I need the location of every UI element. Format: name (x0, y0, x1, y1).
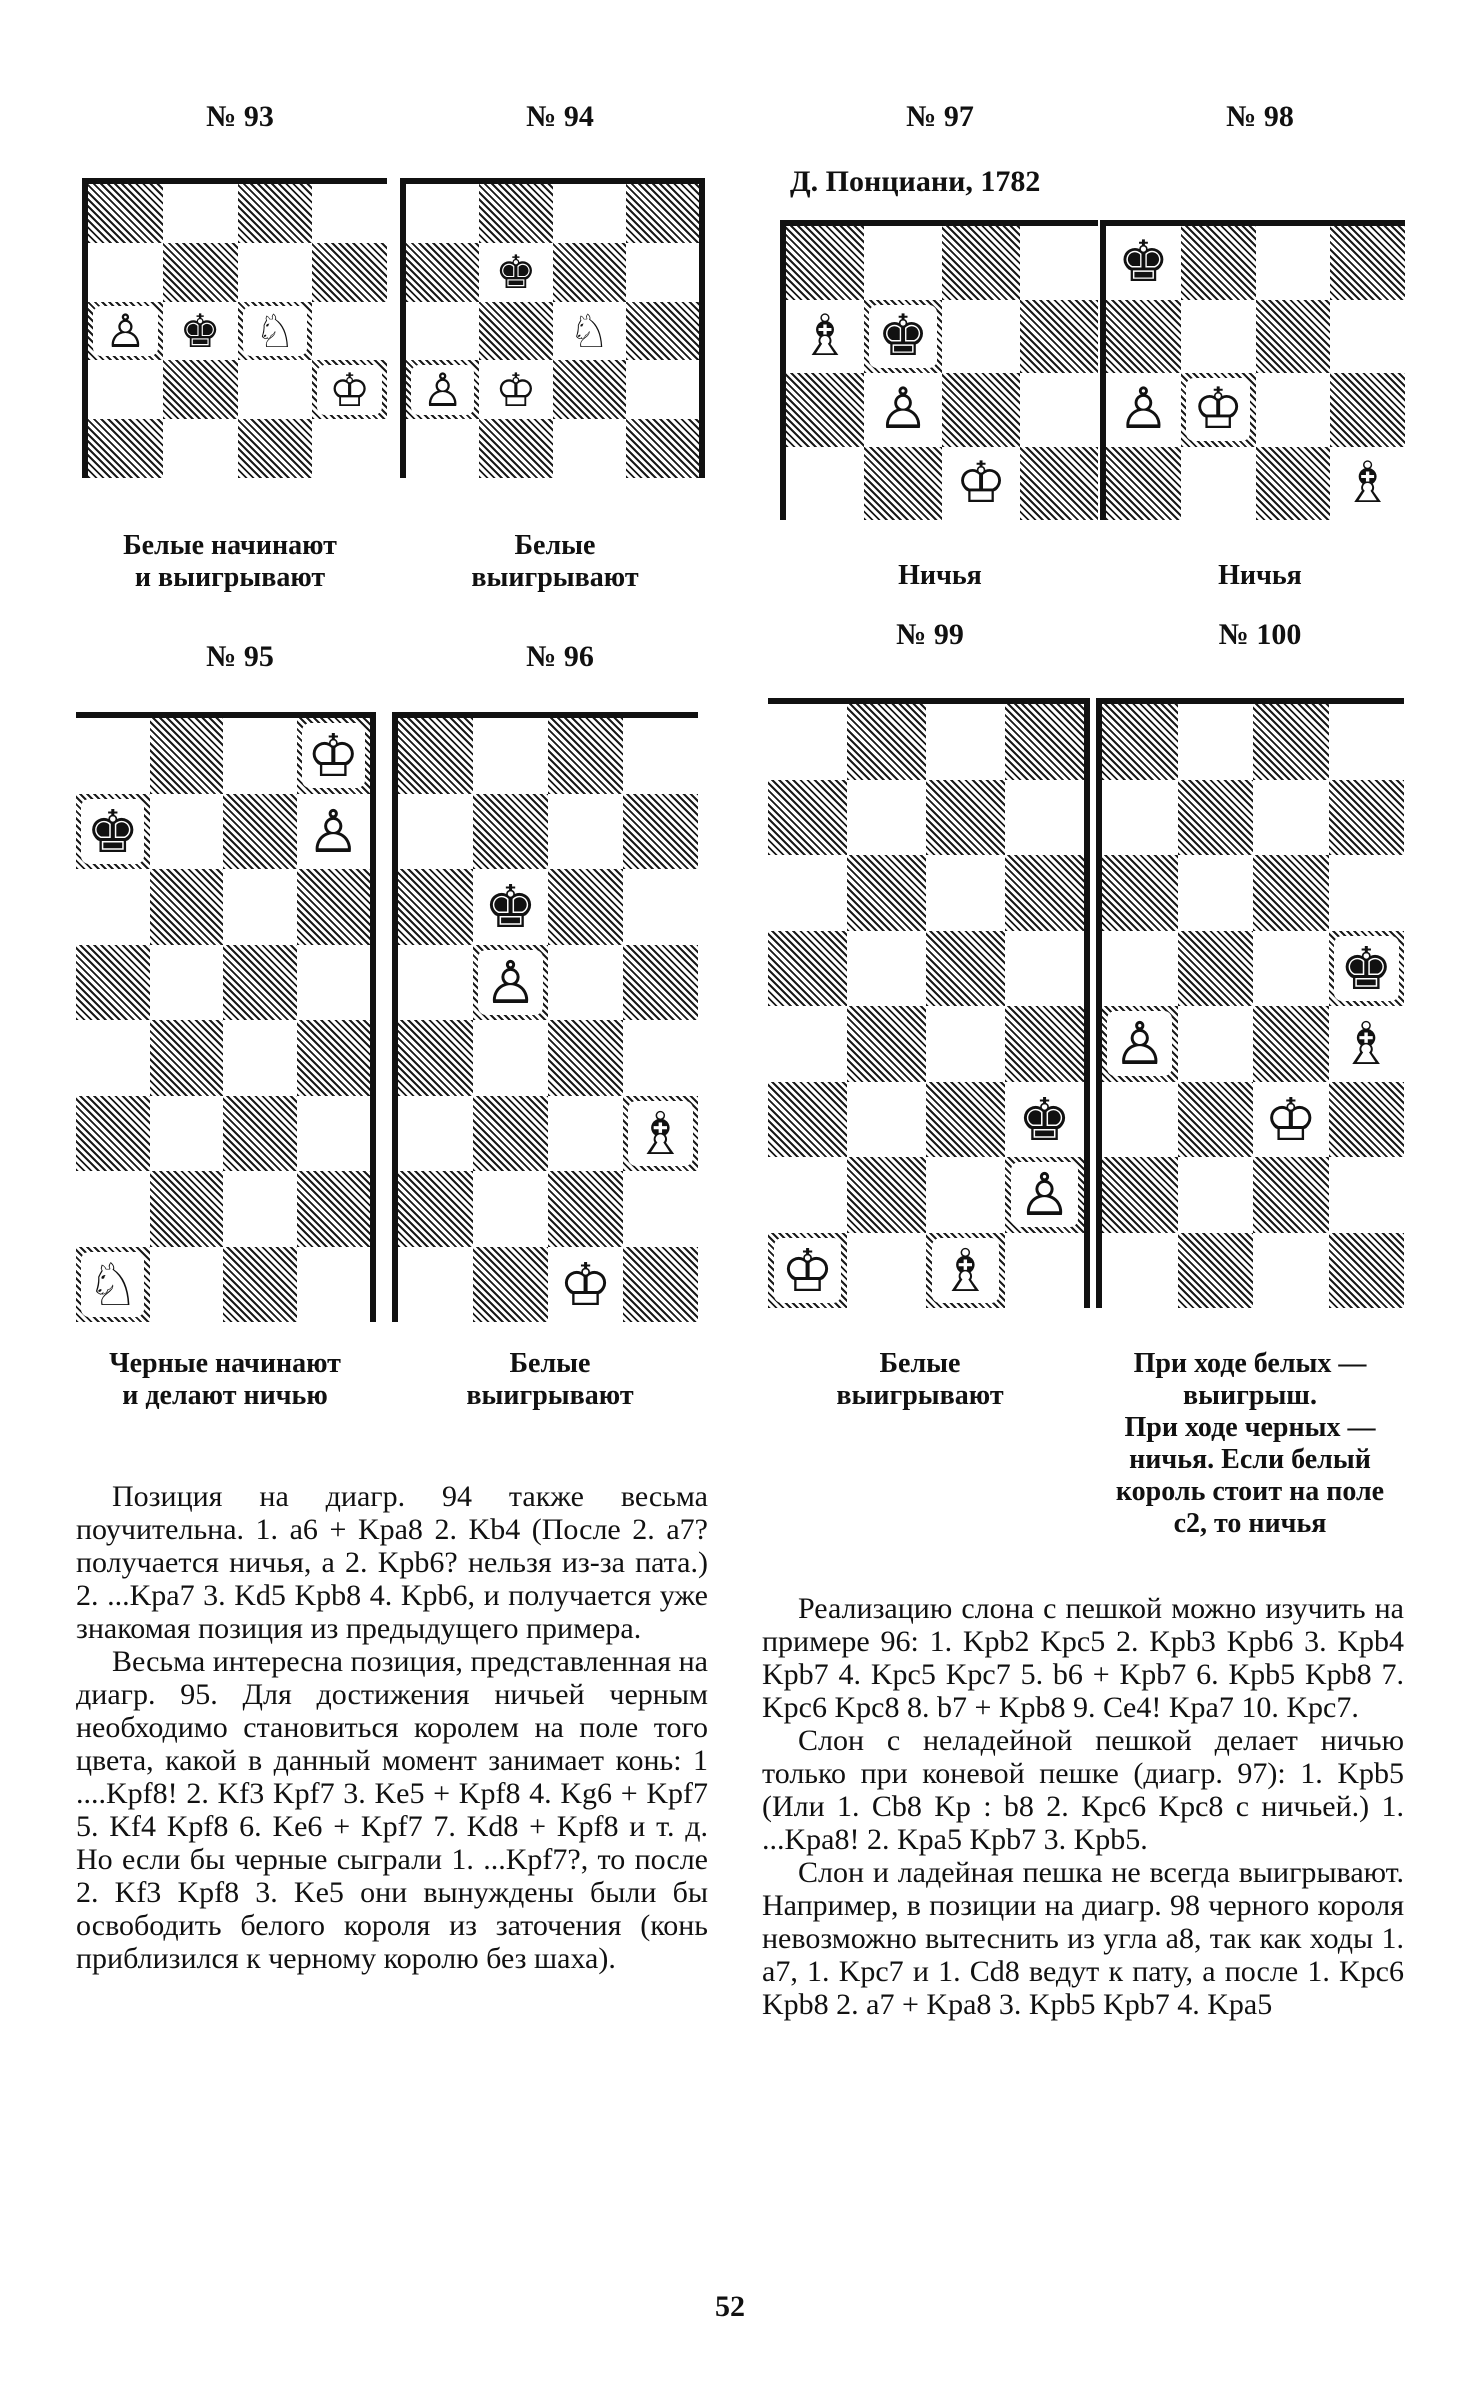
board-square (1330, 226, 1405, 300)
chessboard-94 (400, 178, 705, 478)
diagram-number-95: № 95 (206, 640, 274, 673)
board-square (223, 718, 297, 794)
board-square (1181, 373, 1256, 447)
caption-97: Ничья (898, 560, 982, 591)
black-king-icon: ♚ (1011, 1087, 1079, 1152)
board-square (297, 1247, 371, 1323)
board-square (150, 869, 224, 945)
board-square (223, 1096, 297, 1172)
board-square (864, 373, 942, 447)
board-square (864, 447, 942, 521)
board-square (76, 1020, 150, 1096)
black-king-icon: ♚ (81, 799, 144, 864)
board-square (1178, 704, 1254, 780)
diagram-number-93: № 93 (206, 100, 274, 133)
right-text-column (762, 1592, 1404, 2021)
board-square (768, 1233, 847, 1309)
white-knight-icon: ♘ (81, 1252, 144, 1317)
board-square (398, 945, 473, 1021)
board-square (1102, 704, 1178, 780)
black-king-icon: ♚ (484, 247, 547, 298)
board-square (406, 302, 479, 361)
board-square (398, 869, 473, 945)
board-square (623, 1247, 698, 1323)
board-square (1005, 1233, 1084, 1309)
board-square (297, 1171, 371, 1247)
board-square (623, 1020, 698, 1096)
board-square (150, 945, 224, 1021)
board-square (847, 855, 926, 931)
caption-96-line-1: Белые (509, 1348, 591, 1379)
board-square (223, 869, 297, 945)
board-square (238, 302, 313, 361)
caption-93-line-2: и выигрывают (134, 562, 326, 593)
white-king-icon: ♔ (484, 365, 547, 416)
caption-100-line-6: c2, то ничья (1173, 1508, 1327, 1539)
board-square (926, 1233, 1005, 1309)
black-king-icon: ♚ (1334, 936, 1399, 1001)
right-paragraph-2: Слон с неладейной пешкой делает ничью только при коневой пешке (диагр. 97): 1. Kpb5 (Или 1. Cb8 Kp : b8 2. Kpc6 Kpc8 с ничьей.) 1. ...Kpa8! 2. Kpa5 Kpb7 3. Kpb5. (762, 1724, 1404, 1856)
board-square (847, 780, 926, 856)
board-square (1181, 226, 1256, 300)
board-square (553, 243, 626, 302)
board-square (406, 184, 479, 243)
white-bishop-icon: ♗ (791, 305, 858, 368)
board-square (406, 360, 479, 419)
board-square (297, 1020, 371, 1096)
caption-99-line-2: выигрывают (836, 1380, 1004, 1411)
board-square (238, 184, 313, 243)
chessboard-98 (1100, 220, 1405, 520)
board-square (1329, 855, 1405, 931)
white-king-icon: ♔ (302, 723, 365, 788)
page-number: 52 (715, 2290, 745, 2323)
white-pawn-icon: ♙ (411, 365, 474, 416)
board-square (150, 718, 224, 794)
board-square (398, 1020, 473, 1096)
black-king-icon: ♚ (869, 305, 936, 368)
board-square (238, 419, 313, 478)
board-square (297, 1096, 371, 1172)
board-square (926, 780, 1005, 856)
board-square (847, 704, 926, 780)
board-square (1329, 704, 1405, 780)
diagram-number-94: № 94 (526, 100, 594, 133)
board-square (312, 360, 387, 419)
board-square (163, 184, 238, 243)
white-knight-icon: ♘ (243, 306, 307, 357)
board-square (1005, 931, 1084, 1007)
board-square (1253, 855, 1329, 931)
board-square (548, 869, 623, 945)
board-square (1005, 780, 1084, 856)
board-square (926, 1006, 1005, 1082)
board-square (76, 1171, 150, 1247)
board-square (786, 373, 864, 447)
right-paragraph-1: Реализацию слона с пешкой можно изучить на примере 96: 1. Kpb2 Kpc5 2. Kpb3 Kpb6 3. Kpb4 Kpb7 4. Kpc5 Kpc7 5. b6 + Kpb7 6. Kpb5 Kpb8 7. Kpc6 Kpc8 8. b7 + Kpb8 9. Ce4! Kpa7 10. Kpc7. (762, 1592, 1404, 1724)
board-square (223, 794, 297, 870)
chessboard-97 (780, 220, 1098, 520)
white-king-icon: ♔ (553, 1252, 618, 1317)
chessboard-99 (768, 698, 1090, 1308)
white-king-icon: ♔ (947, 452, 1014, 515)
board-square (223, 1171, 297, 1247)
board-square (1102, 1233, 1178, 1309)
board-square (312, 184, 387, 243)
board-square (548, 1247, 623, 1323)
board-square (76, 1247, 150, 1323)
board-square (553, 360, 626, 419)
board-square (1330, 447, 1405, 521)
board-square (76, 718, 150, 794)
board-square (1005, 1082, 1084, 1158)
board-square (163, 419, 238, 478)
caption-100-line-3: При ходе черных — (1124, 1412, 1376, 1443)
caption-94 (420, 530, 690, 594)
board-square (623, 1096, 698, 1172)
board-square (1253, 704, 1329, 780)
board-square (1178, 1233, 1254, 1309)
caption-100-line-2: выигрыш. (1183, 1380, 1317, 1411)
board-square (626, 302, 699, 361)
white-pawn-icon: ♙ (869, 378, 936, 441)
board-square (1106, 373, 1181, 447)
caption-99-line-1: Белые (879, 1348, 961, 1379)
board-square (623, 718, 698, 794)
board-square (1253, 1082, 1329, 1158)
white-pawn-icon: ♙ (1011, 1162, 1079, 1227)
board-square (623, 1171, 698, 1247)
board-square (150, 1247, 224, 1323)
board-square (847, 1006, 926, 1082)
diagram-number-97: № 97 (906, 100, 974, 133)
board-square (223, 1247, 297, 1323)
board-square (553, 419, 626, 478)
board-square (926, 704, 1005, 780)
board-square (768, 704, 847, 780)
board-square (1181, 300, 1256, 374)
white-king-icon: ♔ (1186, 378, 1250, 441)
white-king-icon: ♔ (1258, 1087, 1323, 1152)
chessboard-93 (82, 178, 387, 478)
board-square (1020, 226, 1098, 300)
board-square (626, 184, 699, 243)
board-square (398, 1096, 473, 1172)
board-square (847, 931, 926, 1007)
board-square (768, 780, 847, 856)
board-square (1329, 931, 1405, 1007)
white-bishop-icon: ♗ (1334, 1011, 1399, 1076)
chessboard-95 (76, 712, 376, 1322)
board-square (398, 1247, 473, 1323)
black-king-icon: ♚ (478, 874, 543, 939)
board-square (223, 945, 297, 1021)
board-square (1330, 300, 1405, 374)
board-square (623, 869, 698, 945)
board-square (1102, 1082, 1178, 1158)
board-square (768, 931, 847, 1007)
black-king-icon: ♚ (1111, 231, 1175, 294)
board-square (163, 302, 238, 361)
board-square (150, 1096, 224, 1172)
board-square (548, 1171, 623, 1247)
board-square (1253, 1006, 1329, 1082)
board-square (1256, 300, 1331, 374)
diagram-number-100: № 100 (1218, 618, 1302, 651)
board-square (1329, 780, 1405, 856)
board-square (398, 718, 473, 794)
white-pawn-icon: ♙ (302, 799, 365, 864)
board-square (473, 718, 548, 794)
board-square (473, 945, 548, 1021)
board-square (406, 419, 479, 478)
board-square (553, 302, 626, 361)
board-square (1329, 1157, 1405, 1233)
board-square (1020, 447, 1098, 521)
board-square (1102, 780, 1178, 856)
diagram-number-99: № 99 (896, 618, 964, 651)
board-square (1256, 447, 1331, 521)
board-square (1178, 1082, 1254, 1158)
board-square (1106, 447, 1181, 521)
board-square (553, 184, 626, 243)
board-square (473, 1247, 548, 1323)
board-square (312, 243, 387, 302)
board-square (88, 184, 163, 243)
left-text-column (76, 1480, 708, 1975)
caption-100-line-1: При ходе белых — (1133, 1348, 1367, 1379)
board-square (548, 718, 623, 794)
board-square (548, 1020, 623, 1096)
board-square (76, 945, 150, 1021)
board-square (548, 794, 623, 870)
caption-94-line-2: выигрывают (471, 562, 639, 593)
board-square (297, 869, 371, 945)
white-bishop-icon: ♗ (628, 1101, 693, 1166)
board-square (398, 1171, 473, 1247)
caption-95 (70, 1348, 380, 1412)
caption-95-line-1: Черные начинают (109, 1348, 341, 1379)
board-square (150, 1171, 224, 1247)
board-square (1005, 1157, 1084, 1233)
board-square (1102, 855, 1178, 931)
caption-93 (80, 530, 380, 594)
board-square (1330, 373, 1405, 447)
diagram-number-98: № 98 (1226, 100, 1294, 133)
board-square (1178, 1157, 1254, 1233)
diagram-97-author: Д. Понциани, 1782 (790, 165, 1041, 198)
board-square (150, 1020, 224, 1096)
board-square (1020, 300, 1098, 374)
board-square (1256, 373, 1331, 447)
board-square (163, 243, 238, 302)
board-square (1106, 300, 1181, 374)
board-square (1178, 1006, 1254, 1082)
chessboard-96 (392, 712, 698, 1322)
board-square (223, 1020, 297, 1096)
white-bishop-icon: ♗ (1335, 452, 1399, 515)
white-pawn-icon: ♙ (1111, 378, 1175, 441)
white-knight-icon: ♘ (558, 306, 621, 357)
white-pawn-icon: ♙ (478, 950, 543, 1015)
board-square (864, 226, 942, 300)
caption-100-line-5: король стоит на поле (1115, 1476, 1385, 1507)
board-square (847, 1157, 926, 1233)
white-pawn-icon: ♙ (1107, 1011, 1172, 1076)
board-square (1329, 1082, 1405, 1158)
board-square (76, 794, 150, 870)
right-paragraph-3: Слон и ладейная пешка не всегда выигрывают. Например, в позиции на диагр. 98 черного короля невозможно вытеснить из угла a8, так как ходы 1. a7, 1. Kpc7 и 1. Cd8 ведут к пату, а после 1. Kpc6 Kpb8 2. a7 + Kpa8 3. Kpb5 Kpb7 4. Kpa5 (762, 1856, 1404, 2021)
board-square (88, 360, 163, 419)
white-king-icon: ♔ (774, 1238, 842, 1303)
board-square (76, 1096, 150, 1172)
caption-96-line-2: выигрывают (466, 1380, 634, 1411)
board-square (1178, 855, 1254, 931)
board-square (786, 447, 864, 521)
board-square (623, 945, 698, 1021)
board-square (626, 243, 699, 302)
caption-93-line-1: Белые начинают (123, 530, 337, 561)
board-square (312, 419, 387, 478)
white-king-icon: ♔ (317, 365, 381, 416)
board-square (926, 931, 1005, 1007)
board-square (626, 360, 699, 419)
caption-96 (420, 1348, 680, 1412)
board-square (473, 794, 548, 870)
board-square (626, 419, 699, 478)
board-square (163, 360, 238, 419)
board-square (1106, 226, 1181, 300)
board-square (473, 869, 548, 945)
board-square (1005, 704, 1084, 780)
board-square (1178, 780, 1254, 856)
board-square (768, 1157, 847, 1233)
board-square (479, 302, 552, 361)
board-square (1020, 373, 1098, 447)
board-square (406, 243, 479, 302)
caption-98: Ничья (1218, 560, 1302, 591)
black-king-icon: ♚ (168, 306, 232, 357)
board-square (864, 300, 942, 374)
board-square (926, 1082, 1005, 1158)
board-square (238, 243, 313, 302)
board-square (786, 300, 864, 374)
board-square (473, 1096, 548, 1172)
white-bishop-icon: ♗ (932, 1238, 1000, 1303)
board-square (942, 447, 1020, 521)
board-square (297, 718, 371, 794)
board-square (1005, 855, 1084, 931)
board-square (768, 1006, 847, 1082)
board-square (768, 1082, 847, 1158)
board-square (1329, 1006, 1405, 1082)
board-square (942, 300, 1020, 374)
board-square (1253, 780, 1329, 856)
board-square (1256, 226, 1331, 300)
board-square (1253, 1233, 1329, 1309)
board-square (1005, 1006, 1084, 1082)
white-pawn-icon: ♙ (93, 306, 157, 357)
board-square (1178, 931, 1254, 1007)
board-square (398, 794, 473, 870)
left-paragraph-1: Позиция на диагр. 94 также весьма поучительна. 1. a6 + Kpa8 2. Kb4 (После 2. a7? получается ничья, а 2. Kpb6? нельзя из-за пата.) 2. ...Kpa7 3. Kd5 Kpb8 4. Kpb6, и получается уже знакомая позиция из предыдущего примера. (76, 1480, 708, 1645)
board-square (1102, 1006, 1178, 1082)
board-square (479, 360, 552, 419)
board-square (479, 419, 552, 478)
board-square (479, 243, 552, 302)
board-square (150, 794, 224, 870)
board-square (926, 1157, 1005, 1233)
board-square (1102, 931, 1178, 1007)
board-square (473, 1020, 548, 1096)
board-square (1329, 1233, 1405, 1309)
board-square (847, 1233, 926, 1309)
caption-99 (800, 1348, 1040, 1412)
caption-100 (1080, 1348, 1420, 1540)
board-square (926, 855, 1005, 931)
board-square (768, 855, 847, 931)
caption-100-line-4: ничья. Если белый (1129, 1444, 1371, 1475)
board-square (479, 184, 552, 243)
board-square (76, 869, 150, 945)
board-square (942, 226, 1020, 300)
board-square (297, 794, 371, 870)
board-square (88, 243, 163, 302)
left-paragraph-2: Весьма интересна позиция, представленная на диагр. 95. Для достижения ничьей черным необходимо становиться королем на поле того цвета, какой в данный момент занимает конь: 1 ....Kpf8! 2. Kf3 Kpf7 3. Ke5 + Kpf8 4. Kg6 + Kpf7 5. Kf4 Kpf8 6. Ke6 + Kpf7 7. Kd8 + Kpf8 и т. д. Но если бы черные сыграли 1. ...Kpf7?, то после 2. Kf3 Kpf8 3. Ke5 они вынуждены были бы освободить белого короля из заточения (конь приблизился к черному королю без шаха). (76, 1645, 708, 1975)
caption-94-line-1: Белые (514, 530, 596, 561)
chessboard-100 (1096, 698, 1404, 1308)
board-square (88, 419, 163, 478)
board-square (238, 360, 313, 419)
board-square (548, 945, 623, 1021)
board-square (312, 302, 387, 361)
board-square (1181, 447, 1256, 521)
board-square (1102, 1157, 1178, 1233)
board-square (786, 226, 864, 300)
board-square (88, 302, 163, 361)
board-square (1253, 931, 1329, 1007)
board-square (623, 794, 698, 870)
board-square (942, 373, 1020, 447)
board-square (297, 945, 371, 1021)
board-square (1253, 1157, 1329, 1233)
board-square (473, 1171, 548, 1247)
board-square (548, 1096, 623, 1172)
board-square (847, 1082, 926, 1158)
caption-95-line-2: и делают ничью (122, 1380, 328, 1411)
diagram-number-96: № 96 (526, 640, 594, 673)
